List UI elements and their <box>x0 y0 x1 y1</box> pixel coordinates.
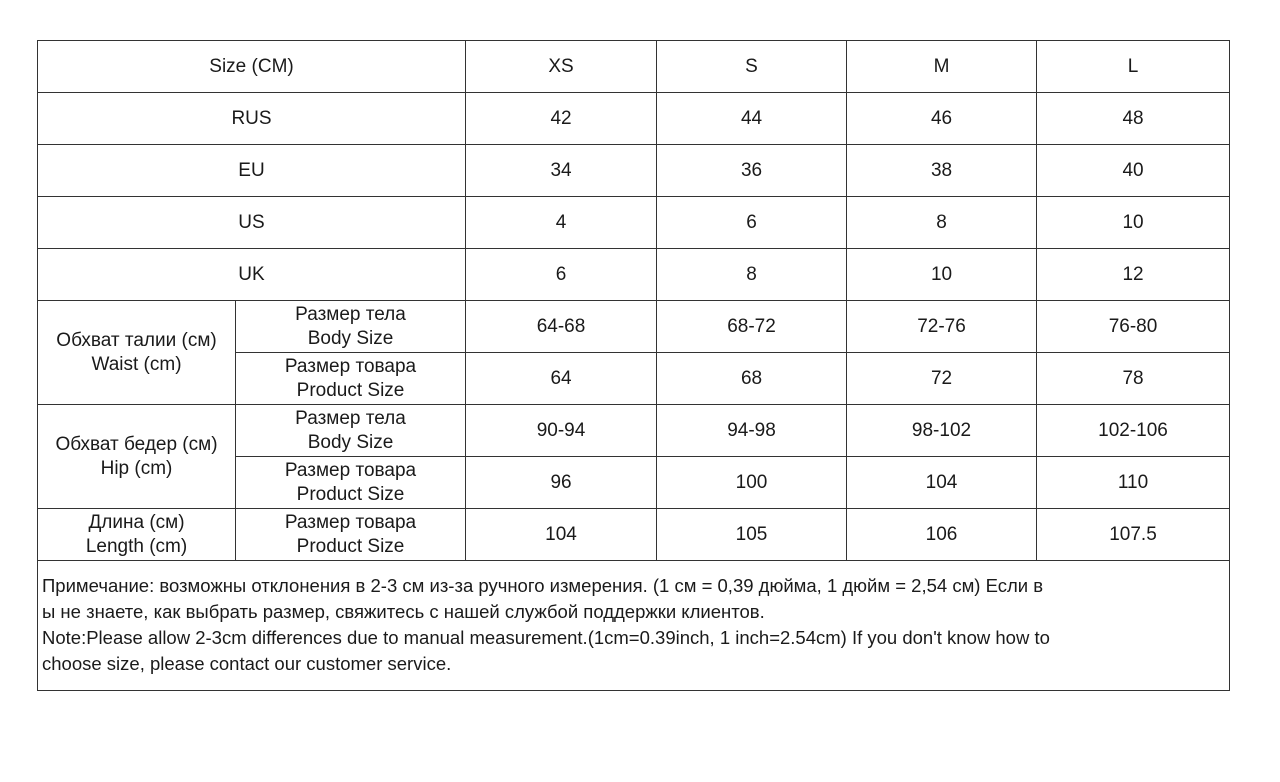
cell: 48 <box>1037 93 1230 145</box>
size-header-label: Size (CM) <box>38 41 466 93</box>
row-uk <box>38 249 1230 301</box>
label-en: Product Size <box>296 535 405 557</box>
label-ru: Размер тела <box>295 303 406 325</box>
cell: 105 <box>657 509 847 561</box>
size-chart-table <box>37 40 1230 691</box>
cell: 6 <box>657 197 847 249</box>
cell: 8 <box>657 249 847 301</box>
label-ru: Размер тела <box>295 407 406 429</box>
hip-label-ru: Обхват бедер (см) <box>55 433 218 455</box>
length-label-en: Length (cm) <box>85 535 188 557</box>
hip-label-en: Hip (cm) <box>100 457 173 479</box>
cell: 104 <box>466 509 657 561</box>
row-label: UK <box>38 249 466 301</box>
row-waist-body <box>38 301 1230 353</box>
note-ru-line-2: ы не знаете, как выбрать размер, свяжитесь с нашей службой поддержки клиентов. <box>42 601 765 622</box>
length-group-label <box>38 509 236 561</box>
cell: 12 <box>1037 249 1230 301</box>
label-en: Product Size <box>296 379 405 401</box>
note-cell <box>38 561 1230 691</box>
product-size-label <box>236 457 466 509</box>
cell: 38 <box>847 145 1037 197</box>
cell: 10 <box>1037 197 1230 249</box>
row-rus <box>38 93 1230 145</box>
cell: 8 <box>847 197 1037 249</box>
cell: 110 <box>1037 457 1230 509</box>
cell: 6 <box>466 249 657 301</box>
product-size-label <box>236 509 466 561</box>
note-row <box>38 561 1230 691</box>
row-us <box>38 197 1230 249</box>
label-ru: Размер товара <box>284 355 417 377</box>
product-size-label <box>236 353 466 405</box>
waist-label-en: Waist (cm) <box>91 353 182 375</box>
label-en: Body Size <box>307 431 394 453</box>
cell: 90-94 <box>466 405 657 457</box>
cell: 10 <box>847 249 1037 301</box>
body-size-label <box>236 405 466 457</box>
label-en: Product Size <box>296 483 405 505</box>
cell: 76-80 <box>1037 301 1230 353</box>
cell: 4 <box>466 197 657 249</box>
label-ru: Размер товара <box>284 459 417 481</box>
size-col-xs: XS <box>466 41 657 93</box>
cell: 42 <box>466 93 657 145</box>
waist-label-ru: Обхват талии (см) <box>56 329 217 351</box>
cell: 78 <box>1037 353 1230 405</box>
cell: 100 <box>657 457 847 509</box>
label-en: Body Size <box>307 327 394 349</box>
row-eu <box>38 145 1230 197</box>
cell: 98-102 <box>847 405 1037 457</box>
cell: 46 <box>847 93 1037 145</box>
header-row <box>38 41 1230 93</box>
cell: 36 <box>657 145 847 197</box>
note-ru-line-1: Примечание: возможны отклонения в 2-3 см из-за ручного измерения. (1 см = 0,39 дюйма, 1 дюйм = 2,54 см) Если в <box>42 575 1044 596</box>
cell: 107.5 <box>1037 509 1230 561</box>
cell: 40 <box>1037 145 1230 197</box>
cell: 94-98 <box>657 405 847 457</box>
row-label: EU <box>38 145 466 197</box>
row-label: US <box>38 197 466 249</box>
hip-group-label <box>38 405 236 509</box>
cell: 64 <box>466 353 657 405</box>
cell: 68-72 <box>657 301 847 353</box>
cell: 44 <box>657 93 847 145</box>
cell: 96 <box>466 457 657 509</box>
label-ru: Размер товара <box>284 511 417 533</box>
cell: 102-106 <box>1037 405 1230 457</box>
cell: 106 <box>847 509 1037 561</box>
cell: 72-76 <box>847 301 1037 353</box>
cell: 64-68 <box>466 301 657 353</box>
cell: 72 <box>847 353 1037 405</box>
size-col-m: M <box>847 41 1037 93</box>
cell: 68 <box>657 353 847 405</box>
waist-group-label <box>38 301 236 405</box>
note-en-line-1: Note:Please allow 2-3cm differences due to manual measurement.(1cm=0.39inch, 1 inch=2.54cm) If you don't know how to <box>42 627 1050 648</box>
row-length-product <box>38 509 1230 561</box>
note-en-line-2: choose size, please contact our customer service. <box>42 653 452 674</box>
row-hip-body <box>38 405 1230 457</box>
body-size-label <box>236 301 466 353</box>
cell: 104 <box>847 457 1037 509</box>
length-label-ru: Длина (см) <box>88 511 185 533</box>
size-col-l: L <box>1037 41 1230 93</box>
row-label: RUS <box>38 93 466 145</box>
cell: 34 <box>466 145 657 197</box>
size-col-s: S <box>657 41 847 93</box>
